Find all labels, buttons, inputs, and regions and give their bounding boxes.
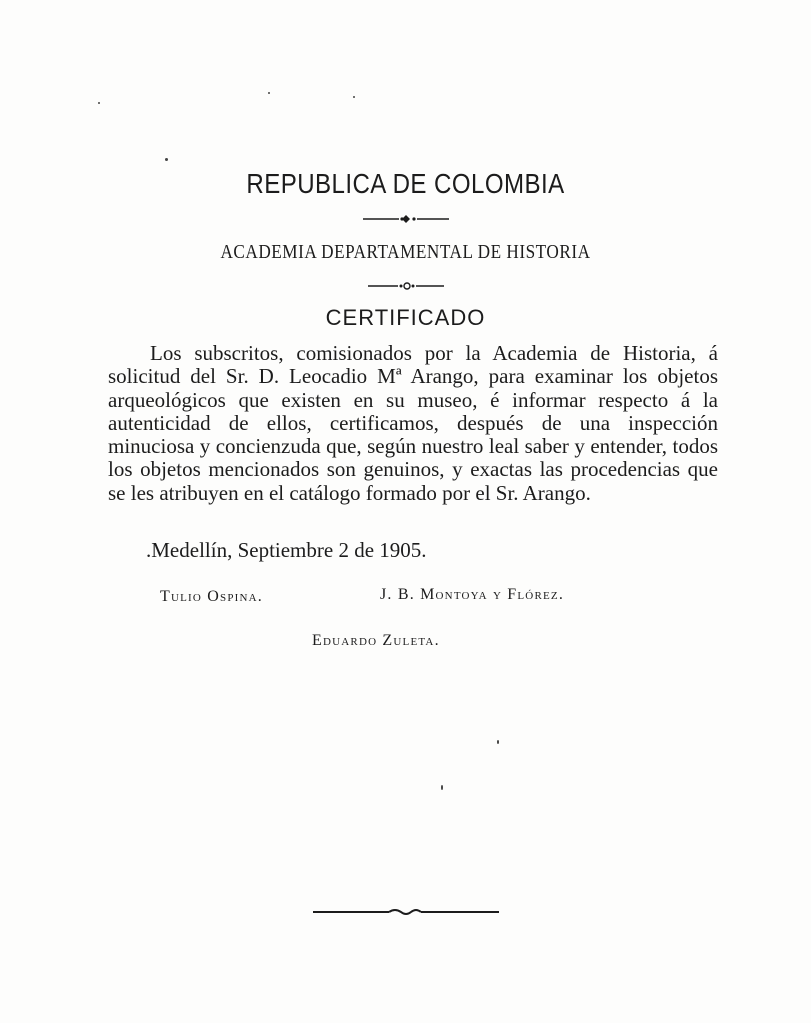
signature-tulio-ospina: Tulio Ospina. — [160, 588, 263, 605]
document-title: REPUBLICA DE COLOMBIA — [246, 168, 565, 199]
speck-mark — [497, 740, 499, 744]
speck-mark — [268, 92, 270, 94]
dateline: .Medellín, Septiembre 2 de 1905. — [146, 538, 427, 562]
certificate-body: Los subscritos, comisionados por la Academia de Historia, á solicitud del Sr. D. Leocadio Mª Arango, para examinar los objetos arqueológicos que existen en su museo, é informar respecto á la autenticidad de ellos, certificamos, después de una inspección minuciosa y concienzuda que, según nuestro leal saber y entender, todos los objetos mencionados son genuinos, y exactas las procedencias que se les atribuyen en el catálogo formado por el Sr. Arango. — [108, 341, 718, 505]
speck-mark — [165, 158, 168, 161]
signature-montoya-florez: J. B. Montoya y Flórez. — [380, 586, 565, 603]
ornament-end-rule — [0, 905, 811, 924]
ornament-divider — [0, 212, 811, 230]
ornament-divider — [0, 279, 811, 297]
speck-mark — [441, 785, 443, 790]
signature-eduardo-zuleta: Eduardo Zuleta. — [312, 632, 440, 649]
speck-mark — [353, 96, 355, 98]
certificate-heading: CERTIFICADO — [325, 305, 486, 330]
document-subtitle: ACADEMIA DEPARTAMENTAL DE HISTORIA — [220, 241, 591, 263]
speck-mark — [98, 102, 100, 104]
